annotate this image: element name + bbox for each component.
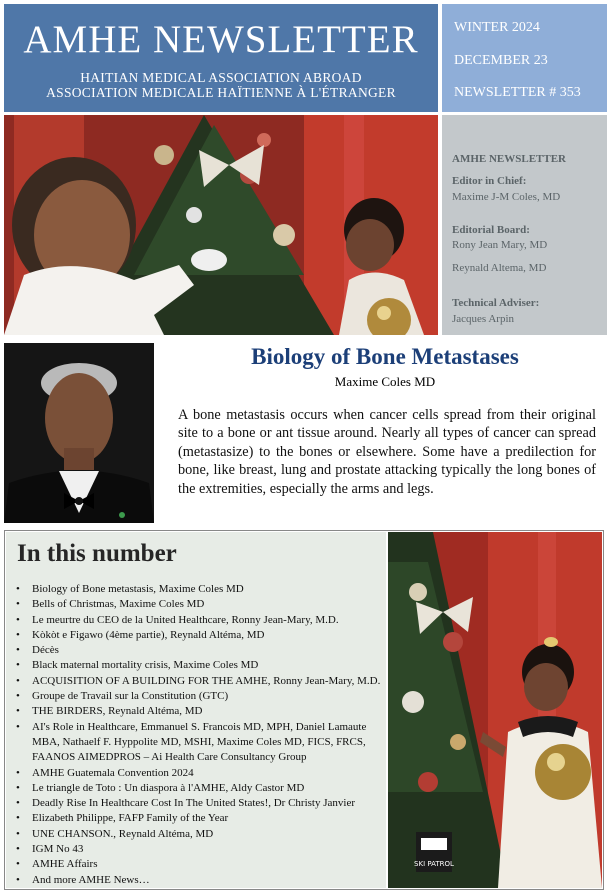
- author-portrait-illustration: [4, 343, 154, 523]
- photo-sign-text: SKI PATROL: [414, 860, 454, 868]
- toc-item[interactable]: • AMHE Guatemala Convention 2024: [14, 766, 384, 781]
- editor-name: Maxime J-M Coles, MD: [452, 191, 561, 203]
- christmas-girl-illustration: [388, 532, 602, 888]
- toc-item[interactable]: • AI's Role in Healthcare, Emmanuel S. Francois MD, MPH, Daniel Lamaute MBA, Nathaelf F. Hyppolite MD, MSHI, Maxime Coles MD, FICS, FRCS, FAANOS AIMEDPROS – Ai Health Care Consultancy Group: [14, 720, 384, 766]
- issue-season: WINTER 2024: [454, 20, 540, 35]
- toc-item[interactable]: • Kòkòt e Figawo (4ème partie), Reynald Altéma, MD: [14, 628, 384, 643]
- subtitle-english: HAITIAN MEDICAL ASSOCIATION ABROAD: [80, 70, 362, 85]
- issue-date: DECEMBER 23: [454, 53, 548, 68]
- newsletter-title: AMHE NEWSLETTER: [23, 18, 419, 61]
- article-author: Maxime Coles MD: [334, 374, 436, 389]
- toc-item[interactable]: • Deadly Rise In Healthcare Cost In The United States!, Dr Christy Janvier: [14, 796, 384, 811]
- christmas-girl-photo: [388, 532, 602, 888]
- tech-adviser-name: Jacques Arpin: [452, 313, 515, 325]
- toc-item[interactable]: • THE BIRDERS, Reynald Altéma, MD: [14, 704, 384, 719]
- toc-item[interactable]: • Black maternal mortality crisis, Maxime Coles MD: [14, 658, 384, 673]
- toc-item[interactable]: • And more AMHE News…: [14, 873, 384, 888]
- toc-item[interactable]: • ACQUISITION OF A BUILDING FOR THE AMHE, Ronny Jean-Mary, M.D.: [14, 674, 384, 689]
- editorial-heading: AMHE NEWSLETTER: [452, 153, 566, 165]
- toc-item[interactable]: • Le triangle de Toto : Un diaspora à l'AMHE, Aldy Castor MD: [14, 781, 384, 796]
- toc-heading: In this number: [17, 540, 177, 567]
- tech-adviser-label: Technical Adviser:: [452, 297, 540, 309]
- toc-item[interactable]: • Décès: [14, 643, 384, 658]
- toc-item[interactable]: • Groupe de Travail sur la Constitution (GTC): [14, 689, 384, 704]
- issue-number: NEWSLETTER # 353: [454, 85, 581, 100]
- subtitle-french: ASSOCIATION MEDICALE HAÏTIENNE À L'ÉTRANGER: [46, 85, 396, 100]
- toc-item[interactable]: • Elizabeth Philippe, FAFP Family of the Year: [14, 811, 384, 826]
- editor-label: Editor in Chief:: [452, 175, 527, 187]
- toc-item[interactable]: • Bells of Christmas, Maxime Coles MD: [14, 597, 384, 612]
- author-portrait: [4, 343, 154, 523]
- toc-item[interactable]: • Le meurtre du CEO de la United Healthcare, Ronny Jean-Mary, M.D.: [14, 613, 384, 628]
- christmas-children-illustration: [4, 115, 438, 335]
- toc-item[interactable]: • Biology of Bone metastasis, Maxime Coles MD: [14, 582, 384, 597]
- issue-info-box: [442, 4, 607, 112]
- article-body: A bone metastasis occurs when cancer cells spread from their original site to a bone or ant tissue around. Nearly all types of cancer can spread (metastasize) to the bones or elsewhere. Some have a predilection for bone, like breast, lung and prostate attacking typically the long bones of the extremities, especially the arms and legs.: [178, 407, 596, 497]
- toc-list: [14, 582, 384, 888]
- board-member-1: Rony Jean Mary, MD: [452, 239, 548, 251]
- toc-item[interactable]: • IGM No 43: [14, 842, 384, 857]
- toc-item[interactable]: • UNE CHANSON., Reynald Altéma, MD: [14, 827, 384, 842]
- board-member-2: Reynald Altema, MD: [452, 262, 547, 274]
- masthead-banner: [4, 4, 438, 112]
- article-title: Biology of Bone Metastases: [251, 344, 519, 369]
- board-label: Editorial Board:: [452, 224, 530, 236]
- editorial-panel: [442, 115, 607, 335]
- toc-item[interactable]: • AMHE Affairs: [14, 857, 384, 872]
- christmas-children-photo: [4, 115, 438, 335]
